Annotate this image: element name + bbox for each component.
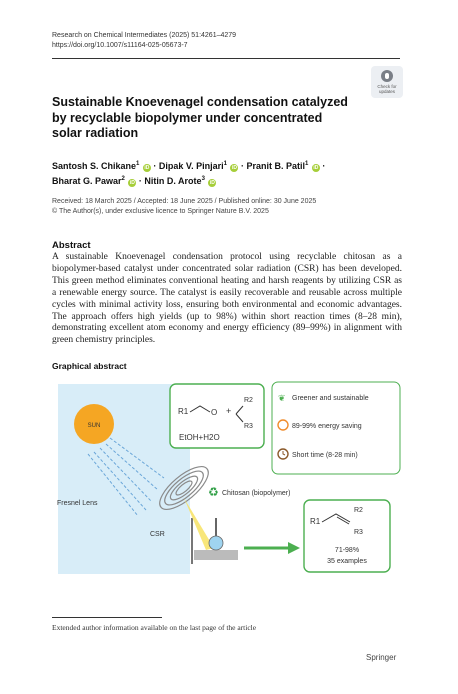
- doi-link[interactable]: https://doi.org/10.1007/s11164-025-05673-7: [52, 41, 188, 49]
- orcid-icon[interactable]: iD: [129, 180, 135, 186]
- publication-dates: [52, 197, 316, 217]
- orcid-icon[interactable]: iD: [209, 180, 215, 186]
- history-line: Received: 18 March 2025 / Accepted: 18 June 2025 / Published online: 30 June 2025: [52, 198, 317, 205]
- fresnel-label: Fresnel Lens: [57, 500, 98, 507]
- author-separator: ·: [238, 161, 247, 171]
- hotplate-icon: [194, 550, 238, 560]
- author-name[interactable]: Bharat G. Pawar: [52, 176, 122, 186]
- csr-label: CSR: [150, 531, 165, 538]
- abstract-text: A sustainable Knoevenagel condensation protocol using recyclable chitosan as a biopolymer-based catalyst under concentrated solar radiation (CSR) has been developed. This green method eliminates conventional heating and harsh reagents by utilizing CSR as a renewable energy source. The catalyst is easily recoverable and reusable across multiple cycles with minimal activity loss, ensuring both environmental and economic advantages. The approach offers high yields (up to 98%) within short reaction times (8–28 min), demonstrating excellent atom economy and energy efficiency (89–99%) in alignment with green chemistry principles.: [52, 252, 402, 346]
- author-footnote: Extended author information available on the last page of the article: [52, 623, 257, 632]
- publisher-logo: Springer: [366, 653, 397, 662]
- abstract-heading: Abstract: [52, 240, 91, 251]
- benefit-green: Greener and sustainable: [292, 395, 369, 402]
- paper-title: Sustainable Knoevenagel condensation catalyzed by recyclable biopolymer under concentrated solar radiation: [52, 95, 348, 140]
- flask-icon: [209, 536, 223, 550]
- footnote-rule: [52, 617, 162, 618]
- chitosan-label: Chitosan (biopolymer): [222, 490, 291, 497]
- graphical-abstract-heading: Graphical abstract: [52, 361, 127, 371]
- author-separator: ·: [150, 161, 159, 171]
- journal-header: [52, 31, 236, 50]
- orcid-icon[interactable]: iD: [313, 165, 319, 171]
- author-affiliation: 3: [201, 176, 205, 182]
- author-affiliation: 2: [121, 176, 125, 182]
- leaf-icon: ❦: [278, 393, 286, 403]
- updates-icon: [381, 70, 393, 82]
- author-affiliation: 1: [136, 161, 140, 167]
- badge-line-2: updates: [378, 89, 395, 94]
- author-separator: ·: [136, 176, 145, 186]
- reagent-r1: R1: [178, 407, 189, 416]
- orcid-icon[interactable]: iD: [231, 165, 237, 171]
- check-for-updates-badge[interactable]: [371, 66, 403, 98]
- reagent-r3: R3: [244, 423, 253, 430]
- author-name[interactable]: Pranit B. Patil: [246, 161, 305, 171]
- author-name[interactable]: Santosh S. Chikane: [52, 161, 137, 171]
- author-name[interactable]: Dipak V. Pinjari: [158, 161, 224, 171]
- graphical-abstract-figure: [54, 378, 404, 578]
- reagent-plus: +: [226, 406, 232, 416]
- reagent-oxygen: O: [211, 408, 218, 417]
- benefit-time: Short time (8-28 min): [292, 452, 358, 459]
- product-r2: R2: [354, 507, 363, 514]
- author-affiliation: 1: [304, 161, 309, 167]
- product-arrowhead: [288, 542, 300, 554]
- copyright-line: © The Author(s), under exclusive licence to Springer Nature B.V. 2025: [52, 208, 269, 215]
- reagent-r2: R2: [244, 397, 253, 404]
- yield-label: 71-98%: [334, 547, 360, 554]
- examples-label: 35 examples: [327, 558, 367, 565]
- sun-label: SUN: [87, 423, 101, 429]
- product-r3: R3: [354, 529, 363, 536]
- journal-citation: Research on Chemical Intermediates (2025) 51:4261–4279: [52, 32, 237, 39]
- author-separator: ·: [319, 161, 326, 171]
- orcid-icon[interactable]: iD: [144, 165, 150, 171]
- badge-line-1: Check for: [377, 84, 397, 89]
- benefit-energy: 89-99% energy saving: [292, 423, 362, 430]
- product-r1: R1: [310, 517, 321, 526]
- author-name[interactable]: Nitin D. Arote: [144, 176, 202, 186]
- header-rule: [52, 58, 400, 59]
- author-affiliation: 1: [223, 161, 227, 167]
- solvent-label: EtOH+H2O: [179, 433, 220, 442]
- author-list: [52, 158, 372, 188]
- recycle-icon: ♻: [208, 485, 219, 499]
